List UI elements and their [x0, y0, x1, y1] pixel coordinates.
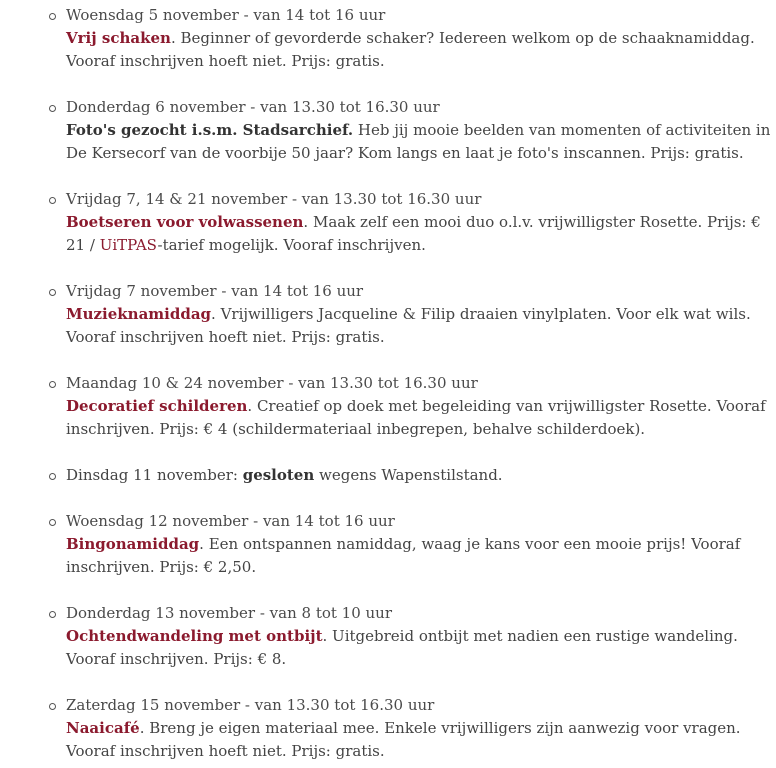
- list-item: [0, 372, 776, 441]
- event-date: Woensdag 12 november - van 14 tot 16 uur: [66, 512, 395, 530]
- event-title: Muzieknamiddag: [66, 305, 212, 323]
- list-item: [0, 280, 776, 349]
- event-title: Naaicafé: [66, 719, 140, 737]
- event-title: Foto's gezocht i.s.m. Stadsarchief.: [66, 121, 354, 139]
- event-date: Donderdag 6 november - van 13.30 tot 16.30 uur: [66, 98, 440, 116]
- bullet-icon: [49, 289, 56, 296]
- event-description: . Breng je eigen materiaal mee. Enkele vrijwilligers zijn aanwezig voor vragen. Vooraf inschrijven hoeft niet. Prijs: gratis.: [66, 719, 741, 760]
- event-date: Vrijdag 7 november - van 14 tot 16 uur: [66, 282, 364, 300]
- list-item: [0, 602, 776, 671]
- bullet-icon: [49, 703, 56, 710]
- closed-day-prefix: Dinsdag 11 november:: [66, 466, 243, 484]
- event-title: Decoratief schilderen: [66, 397, 248, 415]
- list-item: [0, 188, 776, 257]
- event-description-continued: -tarief mogelijk. Vooraf inschrijven.: [157, 236, 426, 254]
- event-title: Bingonamiddag: [66, 535, 200, 553]
- uitpas-link[interactable]: UiTPAS: [99, 236, 158, 254]
- bullet-icon: [49, 105, 56, 112]
- event-date: Vrijdag 7, 14 & 21 november - van 13.30 tot 16.30 uur: [66, 190, 482, 208]
- event-date: Donderdag 13 november - van 8 tot 10 uur: [66, 604, 393, 622]
- list-item: [0, 4, 776, 73]
- event-title: Vrij schaken: [66, 29, 171, 47]
- event-description: . Uitgebreid ontbijt met nadien een rustige wandeling. Vooraf inschrijven. Prijs: € 8.: [66, 627, 738, 668]
- bullet-icon: [49, 197, 56, 204]
- list-item: [0, 464, 776, 487]
- list-item: [0, 694, 776, 763]
- event-date: Maandag 10 & 24 november - van 13.30 tot 16.30 uur: [66, 374, 478, 392]
- bullet-icon: [49, 473, 56, 480]
- event-description: . Creatief op doek met begeleiding van vrijwilligster Rosette. Vooraf inschrijven. Prijs: € 4 (schildermateriaal inbegrepen, behalve schilderdoek).: [66, 397, 766, 438]
- list-item: [0, 510, 776, 579]
- event-title: Boetseren voor volwassenen: [66, 213, 304, 231]
- bullet-icon: [49, 381, 56, 388]
- list-item: [0, 96, 776, 165]
- bullet-icon: [49, 13, 56, 20]
- bullet-icon: [49, 519, 56, 526]
- closed-day-reason: wegens Wapenstilstand.: [314, 466, 503, 484]
- event-description: . Een ontspannen namiddag, waag je kans voor een mooie prijs! Vooraf inschrijven. Prijs: € 2,50.: [66, 535, 741, 576]
- closed-label: gesloten: [242, 466, 315, 484]
- event-description: . Maak zelf een mooi duo o.l.v. vrijwilligster Rosette. Prijs: € 21 /: [66, 213, 761, 254]
- event-date: Woensdag 5 november - van 14 tot 16 uur: [66, 6, 386, 24]
- event-description: Heb jij mooie beelden van momenten of activiteiten in De Kersecorf van de voorbije 50 jaar? Kom langs en laat je foto's inscannen. Prijs: gratis.: [66, 121, 771, 162]
- event-description: . Beginner of gevorderde schaker? Iedereen welkom op de schaaknamiddag. Vooraf inschrijven hoeft niet. Prijs: gratis.: [66, 29, 755, 70]
- event-date: Zaterdag 15 november - van 13.30 tot 16.30 uur: [66, 696, 435, 714]
- bullet-icon: [49, 611, 56, 618]
- event-title: Ochtendwandeling met ontbijt: [66, 627, 323, 645]
- event-description: . Vrijwilligers Jacqueline & Filip draaien vinylplaten. Voor elk wat wils. Vooraf inschrijven hoeft niet. Prijs: gratis.: [66, 305, 751, 346]
